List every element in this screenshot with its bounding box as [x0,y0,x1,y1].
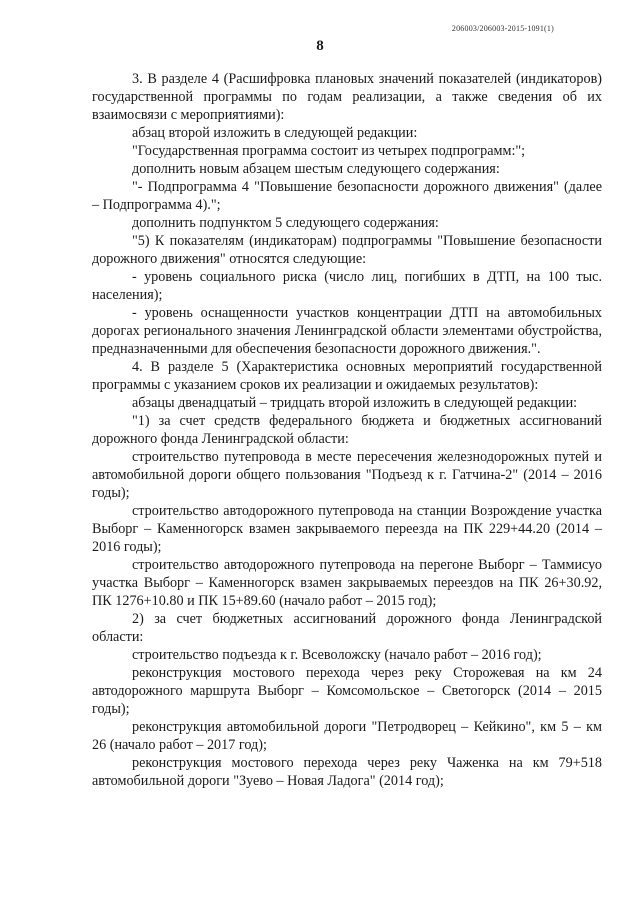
paragraph: "- Подпрограмма 4 "Повышение безопасности дорожного движения" (далее – Подпрограмма 4)."; [92,179,602,213]
paragraph: дополнить подпунктом 5 следующего содержания: [132,215,439,231]
paragraph: абзацы двенадцатый – тридцать второй изложить в следующей редакции: [132,395,578,411]
paragraph: "5) К показателям (индикаторам) подпрограммы "Повышение безопасности дорожного движения" относятся следующие: [92,233,602,267]
paragraph: строительство путепровода в месте пересечения железнодорожных путей и автомобильной дороги общего пользования "Подъезд к г. Гатчина-2" (2014 – 2016 годы); [92,449,602,501]
paragraph: "Государственная программа состоит из четырех подпрограмм:"; [132,143,526,159]
paragraph: реконструкция автомобильной дороги "Петродворец – Кейкино", км 5 – км 26 (начало работ – 2017 год); [92,719,602,753]
paragraph: дополнить новым абзацем шестым следующего содержания: [132,161,500,177]
paragraph: реконструкция мостового перехода через реку Чаженка на км 79+518 автомобильной дороги "Зуево – Новая Ладога" (2014 год); [92,755,602,789]
paragraph: "1) за счет средств федерального бюджета и бюджетных ассигнований дорожного фонда Ленинградской области: [92,413,602,447]
paragraph: - уровень оснащенности участков концентрации ДТП на автомобильных дорогах регионального значения Ленинградской области элементами обустройства, предназначенными для обеспечения безопасности дорожного движения.". [92,305,602,357]
document-body [92,70,602,790]
document-code: 206003/206003-2015-1091(1) [451,24,554,33]
paragraph: 3. В разделе 4 (Расшифровка плановых значений показателей (индикаторов) государственной программы по годам реализации, а также сведения об их взаимосвязи с мероприятиями): [92,71,602,123]
paragraph: строительство подъезда к г. Всеволожску (начало работ – 2016 год); [132,647,542,663]
paragraph: 4. В разделе 5 (Характеристика основных мероприятий государственной программы с указанием сроков их реализации и ожидаемых результатов): [92,359,602,393]
page-number: 8 [316,38,324,54]
paragraph: строительство автодорожного путепровода на перегоне Выборг – Таммисуо участка Выборг – Каменногорск взамен закрываемых переездов на ПК 26+30.92, ПК 1276+10.80 и ПК 15+89.60 (начало работ – 2015 год); [92,557,602,609]
paragraph: строительство автодорожного путепровода на станции Возрождение участка Выборг – Каменногорск взамен закрываемого переезда на ПК 229+44.20 (2014 – 2016 годы); [92,503,602,555]
paragraph: 2) за счет бюджетных ассигнований дорожного фонда Ленинградской области: [92,611,602,645]
paragraph: реконструкция мостового перехода через реку Сторожевая на км 24 автодорожного маршрута Выборг – Комсомольское – Светогорск (2014 – 2015 годы); [92,665,602,717]
paragraph: - уровень социального риска (число лиц, погибших в ДТП, на 100 тыс. населения); [92,269,602,303]
paragraph: абзац второй изложить в следующей редакции: [132,125,418,141]
